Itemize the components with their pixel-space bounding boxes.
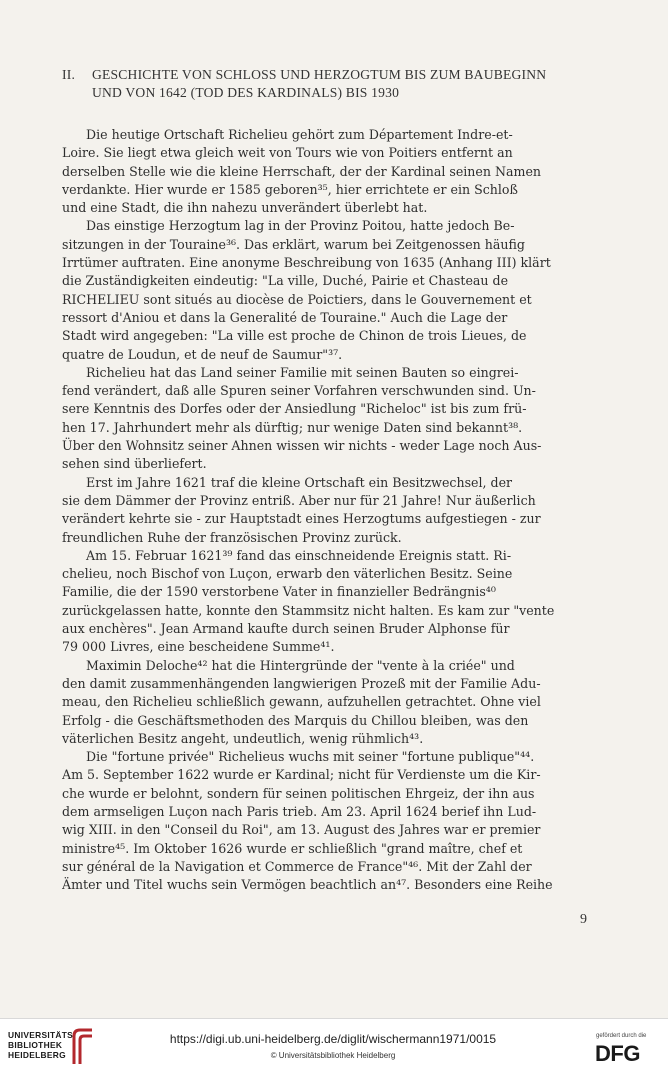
library-name-line-3: HEIDELBERG bbox=[8, 1050, 66, 1060]
text-line: Die "fortune privée" Richelieus wuchs mit seiner "fortune publique"⁴⁴. bbox=[86, 749, 535, 765]
text-line: quatre de Loudun, et de neuf de Saumur"³⁷. bbox=[62, 346, 343, 362]
paragraph bbox=[62, 748, 602, 894]
text-line: Richelieu hat das Land seiner Familie mit seinen Bauten so eingrei- bbox=[86, 364, 519, 380]
text-line: den damit zusammenhängenden langwierigen Prozeß mit der Familie Adu- bbox=[62, 675, 541, 691]
text-line: Erst im Jahre 1621 traf die kleine Ortschaft ein Besitzwechsel, der bbox=[86, 474, 513, 490]
text-line: väterlichen Besitz angeht, undeutlich, wenig rühmlich⁴³. bbox=[62, 730, 424, 746]
text-line: zurückgelassen hatte, konnte den Stammsitz nicht halten. Es kam zur "vente bbox=[62, 602, 555, 618]
paragraph bbox=[62, 547, 602, 657]
paragraph bbox=[62, 364, 602, 474]
text-line: die Zuständigkeiten eindeutig: "La ville, Duché, Pairie et Chasteau de bbox=[62, 273, 509, 289]
text-line: Ämter und Titel wuchs sein Vermögen beachtlich an⁴⁷. Besonders eine Reihe bbox=[62, 877, 553, 893]
text-line: aux enchères". Jean Armand kaufte durch seinen Bruder Alphonse für bbox=[62, 621, 510, 637]
paragraph bbox=[62, 217, 602, 363]
dfg-logo: DFG bbox=[595, 1041, 640, 1066]
text-line: Das einstige Herzogtum lag in der Provinz Poitou, hatte jedoch Be- bbox=[86, 218, 515, 234]
library-name-line-1: UNIVERSITÄTS- bbox=[8, 1030, 77, 1040]
text-line: ministre⁴⁵. Im Oktober 1626 wurde er schließlich "grand maître, chef et bbox=[62, 840, 523, 856]
text-line: wig XIII. in den "Conseil du Roi", am 13. August des Jahres war er premier bbox=[62, 822, 541, 838]
text-line: meau, den Richelieu schließlich gewann, aufzuhellen getrachtet. Ohne viel bbox=[62, 694, 541, 710]
text-line: verdankte. Hier wurde er 1585 geboren³⁵, hier errichtete er ein Schloß bbox=[62, 181, 518, 197]
paragraph bbox=[62, 657, 602, 748]
text-line: und eine Stadt, die ihn nahezu unverändert überlebt hat. bbox=[62, 200, 428, 216]
text-line: Maximin Deloche⁴² hat die Hintergründe der "vente à la criée" und bbox=[86, 657, 515, 673]
paragraph bbox=[62, 126, 602, 217]
text-line: ressort d'Aniou et dans la Generalité de Touraine." Auch die Lage der bbox=[62, 309, 508, 325]
text-line: Über den Wohnsitz seiner Ahnen wissen wir nichts - weder Lage noch Aus- bbox=[62, 438, 542, 454]
text-line: chelieu, noch Bischof von Luçon, erwarb den väterlichen Besitz. Seine bbox=[62, 566, 513, 582]
text-line: sie dem Dämmer der Provinz entriß. Aber nur für 21 Jahre! Nur äußerlich bbox=[62, 492, 536, 508]
page-number: 9 bbox=[580, 912, 587, 927]
text-line: verändert kehrte sie - zur Hauptstadt eines Herzogtums aufgestiegen - zur bbox=[62, 511, 541, 527]
permalink-url[interactable]: https://digi.ub.uni-heidelberg.de/diglit/wischermann1971/0015 bbox=[169, 1032, 497, 1046]
chapter-number: II. bbox=[62, 67, 76, 82]
copyright-notice: © Universitätsbibliothek Heidelberg bbox=[270, 1051, 396, 1060]
funding-note: gefördert durch die bbox=[596, 1033, 647, 1039]
footer-bar bbox=[0, 1018, 668, 1076]
text-line: derselben Stelle wie die kleine Herrschaft, der der Kardinal seinen Namen bbox=[62, 163, 542, 179]
chapter-title-line-1: GESCHICHTE VON SCHLOSS UND HERZOGTUM BIS ZUM BAUBEGINN bbox=[92, 67, 547, 82]
chapter-heading bbox=[62, 66, 632, 102]
text-line: che wurde er belohnt, sondern für seinen politischen Ehrgeiz, der ihn aus bbox=[62, 785, 535, 801]
paragraph bbox=[62, 474, 602, 547]
text-line: sere Kenntnis des Dorfes oder der Ansiedlung "Richeloc" ist bis zum frü- bbox=[62, 401, 527, 417]
text-line: RICHELIEU sont situés au diocèse de Poictiers, dans le Gouvernement et bbox=[62, 291, 532, 307]
library-name-line-2: BIBLIOTHEK bbox=[8, 1040, 63, 1050]
library-logo-icon bbox=[70, 1028, 96, 1066]
text-line: freundlichen Ruhe der französischen Provinz zurück. bbox=[62, 529, 402, 545]
text-line: 79 000 Livres, eine bescheidene Summe⁴¹. bbox=[62, 639, 335, 655]
text-line: Loire. Sie liegt etwa gleich weit von Tours wie von Poitiers entfernt an bbox=[62, 145, 513, 161]
text-line: dem armseligen Luçon nach Paris trieb. Am 23. April 1624 berief ihn Lud- bbox=[62, 803, 537, 819]
text-line: fend verändert, daß alle Spuren seiner Vorfahren verschwunden sind. Un- bbox=[62, 383, 536, 399]
text-line: sehen sind überliefert. bbox=[62, 456, 207, 472]
text-line: Am 5. September 1622 wurde er Kardinal; nicht für Verdienste um die Kir- bbox=[62, 767, 541, 783]
library-name bbox=[8, 1030, 76, 1060]
chapter-title-line-2: UND VON 1642 (TOD DES KARDINALS) BIS 1930 bbox=[92, 85, 400, 100]
text-line: Familie, die der 1590 verstorbene Vater in finanzieller Bedrängnis⁴⁰ bbox=[62, 584, 496, 600]
text-line: Am 15. Februar 1621³⁹ fand das einschneidende Ereignis statt. Ri- bbox=[86, 547, 512, 563]
text-line: sur général de la Navigation et Commerce de France"⁴⁶. Mit der Zahl der bbox=[62, 858, 532, 874]
text-line: Stadt wird angegeben: "La ville est proche de Chinon de trois Lieues, de bbox=[62, 328, 527, 344]
text-line: Die heutige Ortschaft Richelieu gehört zum Département Indre-et- bbox=[86, 127, 513, 142]
text-line: hen 17. Jahrhundert mehr als dürftig; nur wenige Daten sind bekannt³⁸. bbox=[62, 419, 523, 435]
text-line: Irrtümer auftraten. Eine anonyme Beschreibung von 1635 (Anhang III) klärt bbox=[62, 255, 551, 271]
text-line: sitzungen in der Touraine³⁶. Das erklärt, warum bei Zeitgenossen häufig bbox=[62, 236, 525, 252]
text-line: Erfolg - die Geschäftsmethoden des Marquis du Chillou bleiben, was den bbox=[62, 712, 529, 728]
body-text bbox=[62, 126, 602, 894]
